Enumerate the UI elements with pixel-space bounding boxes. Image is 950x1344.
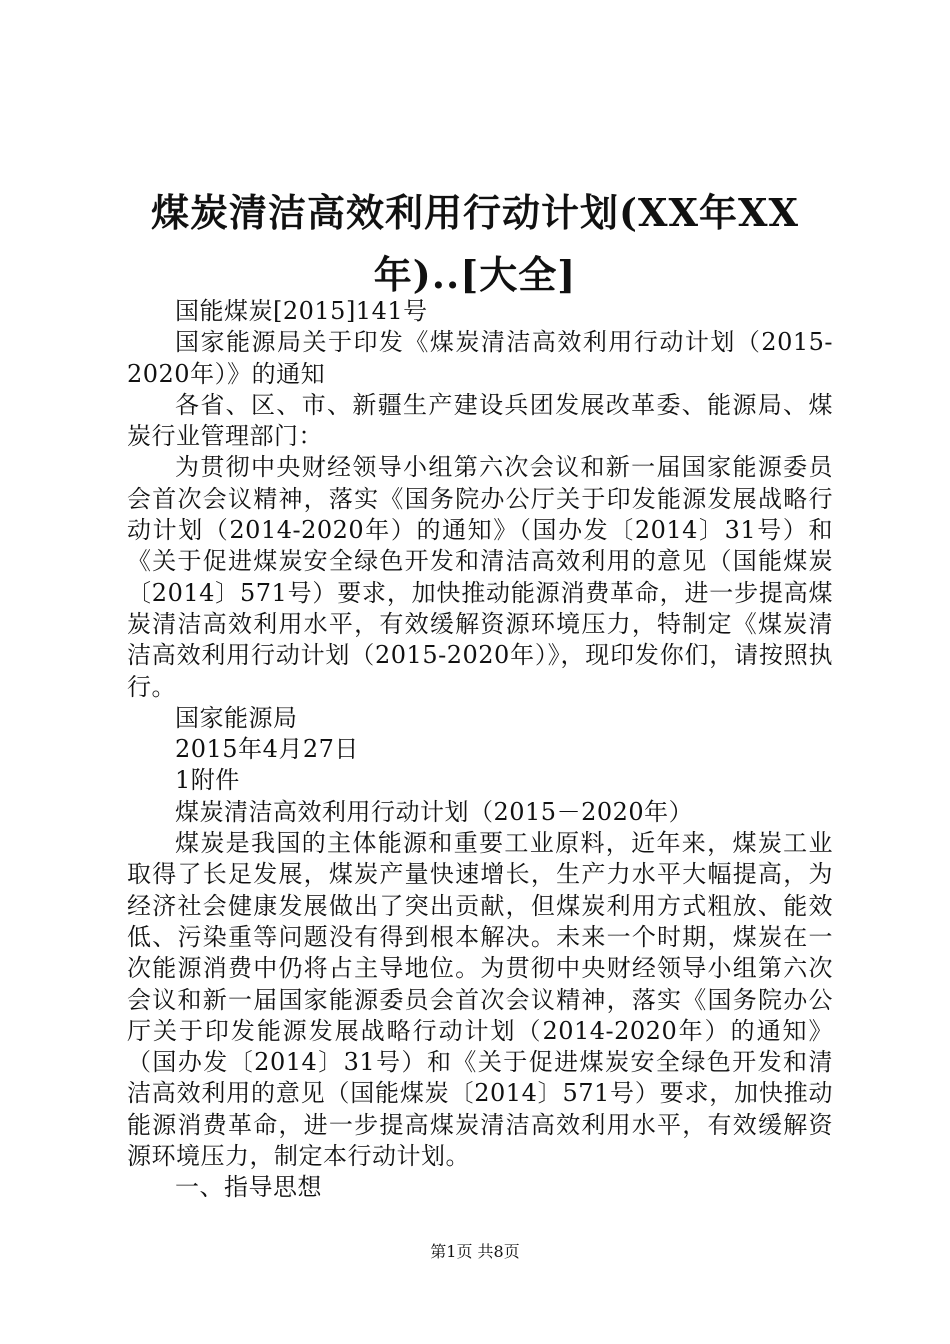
page-footer: 第1页 共8页 [430, 1242, 520, 1261]
issuer: 国家能源局 [175, 703, 298, 732]
document-body [127, 296, 833, 1204]
recipients: 各省、区、市、新疆生产建设兵团发展改革委、能源局、煤炭行业管理部门： [127, 390, 833, 451]
intro-paragraph: 煤炭是我国的主体能源和重要工业原料，近年来，煤炭工业取得了长足发展，煤炭产量快速增长，生产力水平大幅提高，为经济社会健康发展做出了突出贡献，但煤炭利用方式粗放、能效低、污染重等问题没有得到根本解决。未来一个时期，煤炭在一次能源消费中仍将占主导地位。为贯彻中央财经领导小组第六次会议和新一届国家能源委员会首次会议精神，落实《国务院办公厅关于印发能源发展战略行动计划（2014-2020年）的通知》（国办发〔2014〕31号）和《关于促进煤炭安全绿色开发和清洁高效利用的意见（国能煤炭〔2014〕571号）要求，加快推动能源消费革命，进一步提高煤炭清洁高效利用水平，有效缓解资源环境压力，制定本行动计划。 [127, 829, 833, 1171]
attachment-title: 煤炭清洁高效利用行动计划（2015－2020年） [175, 797, 694, 826]
section-heading: 一、指导思想 [175, 1173, 322, 1202]
document-title: 煤炭清洁高效利用行动计划(XX年XX年)..[大全] [151, 190, 799, 297]
notice-body: 为贯彻中央财经领导小组第六次会议和新一届国家能源委员会首次会议精神，落实《国务院办公厅关于印发能源发展战略行动计划（2014-2020年）的通知》（国办发〔2014〕31号）和《关于促进煤炭安全绿色开发和清洁高效利用的意见（国能煤炭〔2014〕571号）要求，加快推动能源消费革命，进一步提高煤炭清洁高效利用水平，有效缓解资源环境压力，特制定《煤炭清洁高效利用行动计划（2015-2020年）》，现印发你们，请按照执行。 [127, 453, 833, 701]
attachment-label: 1附件 [175, 766, 240, 795]
notice-title: 国家能源局关于印发《煤炭清洁高效利用行动计划（2015-2020年）》的通知 [127, 328, 833, 388]
document-number: 国能煤炭[2015]141号 [175, 297, 428, 325]
issue-date: 2015年4月27日 [175, 735, 359, 764]
